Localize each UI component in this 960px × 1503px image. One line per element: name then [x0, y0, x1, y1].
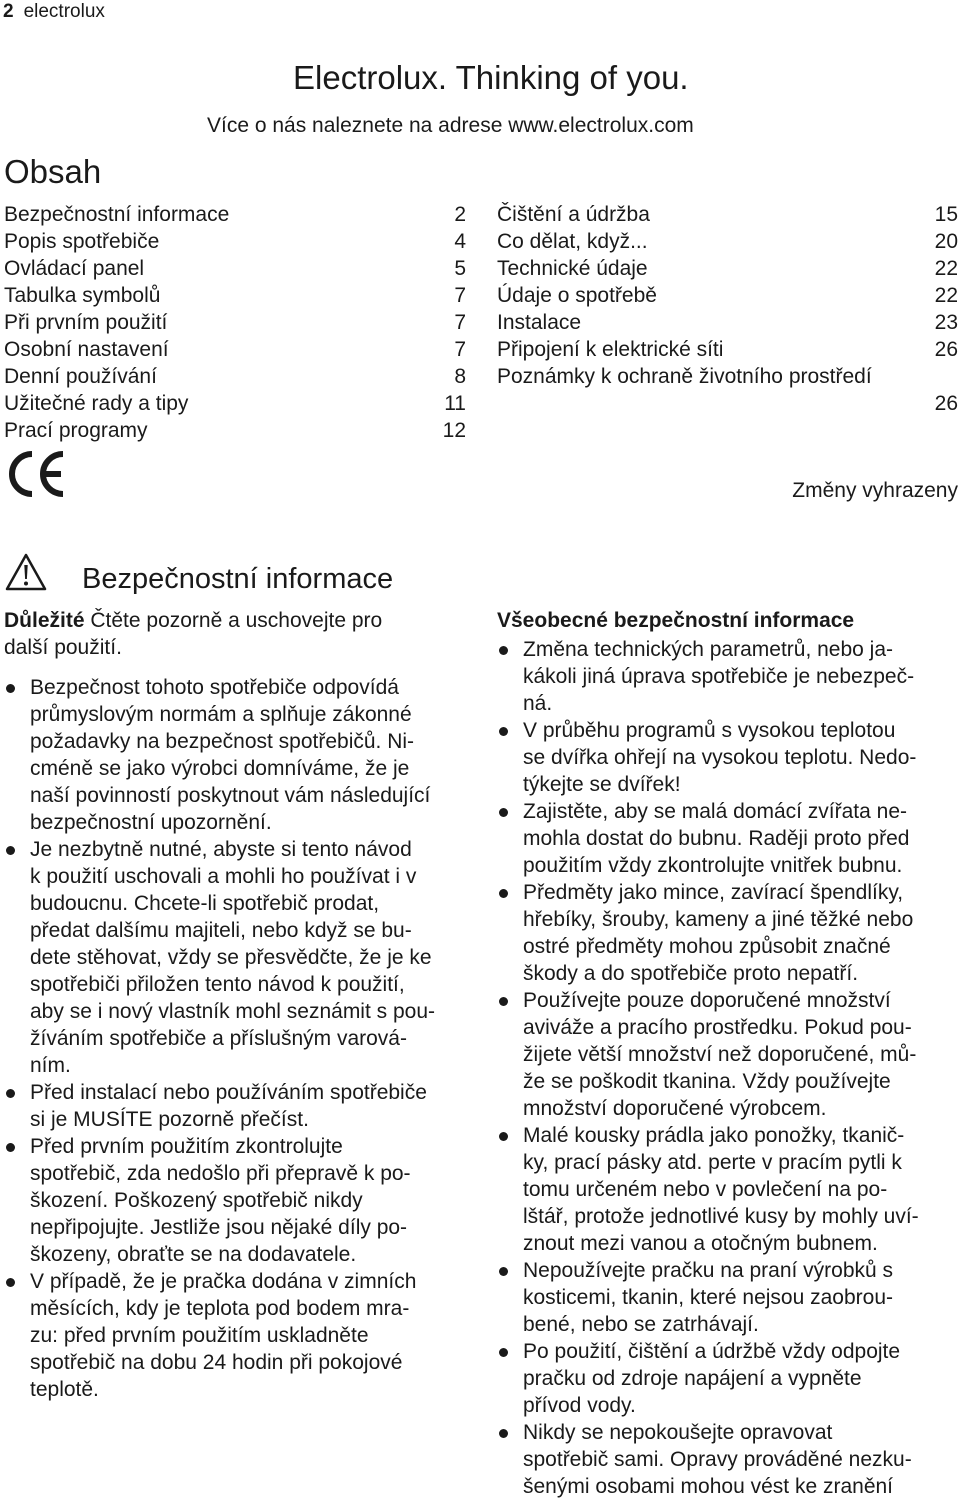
- page-header: [3, 0, 105, 24]
- list-item: Před prvním použitím zkontrolujte spotřebič, zda nedošlo při přepravě k po- škození. Poškozený spotřebič nikdy nepřipojujte. Jestliže jsou nějaké díly po- škozeny, obraťte se na dodavatele.: [4, 1133, 466, 1268]
- list-item: Zajistěte, aby se malá domácí zvířata ne- mohla dostat do bubnu. Raději proto před použitím vždy zkontrolujte vnitřek bubnu.: [497, 798, 959, 879]
- toc-entry[interactable]: Bezpečnostní informace 2: [4, 203, 466, 226]
- important-note: Důležité Čtěte pozorně a uschovejte pro další použití.: [4, 609, 383, 659]
- list-item: Používejte pouze doporučené množství aviváže a pracího prostředku. Pokud pou- žijete větší množství než doporučené, mů- že se poškodit tkanina. Vždy používejte množství doporučené výrobcem.: [497, 987, 959, 1122]
- warning-triangle-icon: [4, 552, 48, 597]
- list-item: Nepoužívejte pračku na praní výrobků s kosticemi, tkanin, které nejsou zaobrou- bené, nebo se zatrhávají.: [497, 1257, 959, 1338]
- ce-mark-icon: [5, 450, 67, 503]
- toc-right-column: [497, 201, 958, 417]
- toc-entry[interactable]: Při prvním použití 7: [4, 311, 466, 334]
- list-item: Předměty jako mince, zavírací špendlíky, hřebíky, šrouby, kameny a jiné těžké nebo ostré předměty mohou způsobit značné škody a do spotřebiče proto nepatří.: [497, 879, 959, 987]
- list-item: Malé kousky prádla jako ponožky, tkanič- ky, prací pásky atd. perte v pracím pytli k tomu určeném nebo v povlečení na po- lštář, protože jednotlivé kusy by mohly uví- znout mezi vanou a otočným bubnem.: [497, 1122, 959, 1257]
- safety-right-column: [497, 607, 959, 1500]
- toc-entry[interactable]: Užitečné rady a tipy 11: [4, 392, 466, 415]
- list-item: V případě, že je pračka dodána v zimních měsících, kdy je teplota pod bodem mra- zu: před prvním použitím uskladněte spotřebič na dobu 24 hodin při pokojové teplotě.: [4, 1268, 466, 1403]
- list-item: Před instalací nebo používáním spotřebiče si je MUSÍTE pozorně přečíst.: [4, 1079, 466, 1133]
- safety-left-column: [4, 607, 466, 1403]
- toc-entry[interactable]: Instalace 23: [497, 311, 958, 334]
- toc-entry-page: 26: [934, 392, 958, 415]
- toc-left-column: [4, 201, 466, 444]
- toc-entry[interactable]: Prací programy 12: [4, 419, 466, 442]
- toc-entry[interactable]: Popis spotřebiče 4: [4, 230, 466, 253]
- list-item: Nikdy se nepokoušejte opravovat spotřebič sami. Opravy prováděné nezku- šenými osobami mohou vést ke zranění: [497, 1419, 959, 1500]
- toc-entry[interactable]: Čištění a údržba 15: [497, 203, 958, 226]
- list-item: V průběhu programů s vysokou teplotou se dvířka ohřejí na vysokou teplotu. Nedo- týkejte se dvířek!: [497, 717, 959, 798]
- toc-entry[interactable]: Denní používání 8: [4, 365, 466, 388]
- important-label: Důležité: [4, 609, 85, 632]
- website-line: Více o nás naleznete na adrese www.electrolux.com: [207, 114, 694, 137]
- list-item: Je nezbytně nutné, abyste si tento návod k použití uschovali a mohli ho používat i v budoucnu. Chcete-li spotřebič prodat, předat dalšímu majiteli, nebo když se bu- dete stěhovat, vždy se přesvědčte, že je ke spotřebiči přiložen tento návod k použití, aby se i nový vlastník mohl seznámit s pou- žíváním spotřebiče a příslušným varová- ním.: [4, 836, 466, 1079]
- brand-name: electrolux: [23, 1, 105, 22]
- toc-entry[interactable]: Údaje o spotřebě 22: [497, 284, 958, 307]
- list-item: Změna technických parametrů, nebo ja- kákoli jiná úprava spotřebiče je nebezpeč- ná.: [497, 636, 959, 717]
- toc-entry[interactable]: Připojení k elektrické síti 26: [497, 338, 958, 361]
- general-safety-heading: Všeobecné bezpečnostní informace: [497, 609, 855, 632]
- toc-entry[interactable]: Poznámky k ochraně životního prostředí: [497, 365, 872, 388]
- slogan: Electrolux. Thinking of you.: [293, 59, 689, 96]
- section-title: Bezpečnostní informace: [82, 563, 394, 595]
- list-item: Bezpečnost tohoto spotřebiče odpovídá průmyslovým normám a splňuje zákonné požadavky na bezpečnost spotřebičů. Ni- cméně se jako výrobci domníváme, že je naší povinností poskytnout vám následující bezpečnostní upozornění.: [4, 674, 466, 836]
- toc-entry[interactable]: Tabulka symbolů 7: [4, 284, 466, 307]
- page-number: 2: [3, 1, 14, 22]
- list-item: Po použití, čištění a údržbě vždy odpojte pračku od zdroje napájení a vypněte přívod vody.: [497, 1338, 959, 1419]
- contents-title: Obsah: [4, 153, 102, 190]
- changes-note: Změny vyhrazeny: [792, 479, 958, 502]
- toc-entry[interactable]: Ovládací panel 5: [4, 257, 466, 280]
- toc-entry[interactable]: Technické údaje 22: [497, 257, 958, 280]
- toc-entry[interactable]: Co dělat, když... 20: [497, 230, 958, 253]
- toc-entry[interactable]: Osobní nastavení 7: [4, 338, 466, 361]
